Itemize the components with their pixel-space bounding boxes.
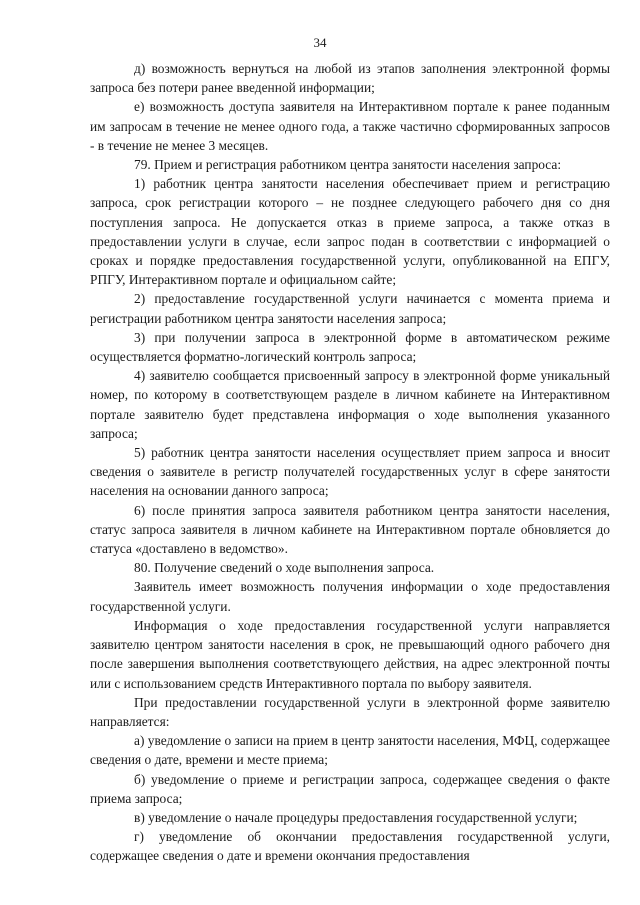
paragraph: г) уведомление об окончании предоставления государственной услуги, содержащее сведения о дате и времени окончания предоставления: [90, 829, 610, 864]
paragraph: е) возможность доступа заявителя на Интерактивном портале к ранее поданным им запросам в течение не менее одного года, а также частично сформированных запросов - в течение не менее 3 месяцев.: [90, 99, 610, 153]
paragraph: 80. Получение сведений о ходе выполнения запроса.: [134, 560, 435, 576]
paragraph: 4) заявителю сообщается присвоенный запросу в электронной форме уникальный номер, по которому в соответствующем разделе в личном кабинете на Интерактивном портале заявителю будет представлена информация о ходе выполнения указанного запроса;: [90, 368, 610, 441]
paragraph: При предоставлении государственной услуги в электронной форме заявителю направляется:: [90, 694, 610, 729]
paragraph: 6) после принятия запроса заявителя работником центра занятости населения, статус запроса заявителя в личном кабинете на Интерактивном портале обновляется до статуса «доставлено в ведомство».: [90, 502, 610, 557]
paragraph: в) уведомление о начале процедуры предоставления государственной услуги;: [134, 809, 578, 825]
page-number: 34: [313, 35, 327, 50]
paragraph: 5) работник центра занятости населения осуществляет прием запроса и вносит сведения о заявителе в регистр получателей государственных услуг в сфере занятости населения на основании данного запроса;: [90, 445, 610, 499]
paragraph: 2) предоставление государственной услуги начинается с момента приема и регистрации работником центра занятости населения запроса;: [90, 291, 610, 326]
paragraph: 3) при получении запроса в электронной форме в автоматическом режиме осуществляется форматно-логический контроль запроса;: [90, 329, 610, 365]
paragraph: д) возможность вернуться на любой из этапов заполнения электронной формы запроса без потери ранее введенной информации;: [90, 61, 610, 96]
paragraph: Заявитель имеет возможность получения информации о ходе предоставления государственной услуги.: [90, 579, 610, 614]
paragraph: б) уведомление о приеме и регистрации запроса, содержащее сведения о факте приема запроса;: [90, 771, 610, 806]
paragraph: 1) работник центра занятости населения обеспечивает прием и регистрацию запроса, срок регистрации которого – не позднее следующего рабочего дня со дня поступления запроса. Не допускается отказ в приеме запроса, а также отказ в предоставлении услуги в случае, если запрос подан в соответствии с информацией о сроках и порядке предоставления государственной услуги, опубликованной на ЕПГУ, РПГУ, Интерактивном портале и официальном сайте;: [90, 176, 610, 288]
paragraph: Информация о ходе предоставления государственной услуги направляется заявителю центром занятости населения в срок, не превышающий одного рабочего дня после завершения выполнения соответствующего действия, на адрес электронной почты или с использованием средств Интерактивного портала по выбору заявителя.: [90, 617, 610, 691]
document-body: [90, 59, 610, 866]
paragraph: 79. Прием и регистрация работником центра занятости населения запроса:: [134, 157, 562, 173]
paragraph: а) уведомление о записи на прием в центр занятости населения, МФЦ, содержащее сведения о дате, времени и месте приема;: [90, 733, 610, 768]
